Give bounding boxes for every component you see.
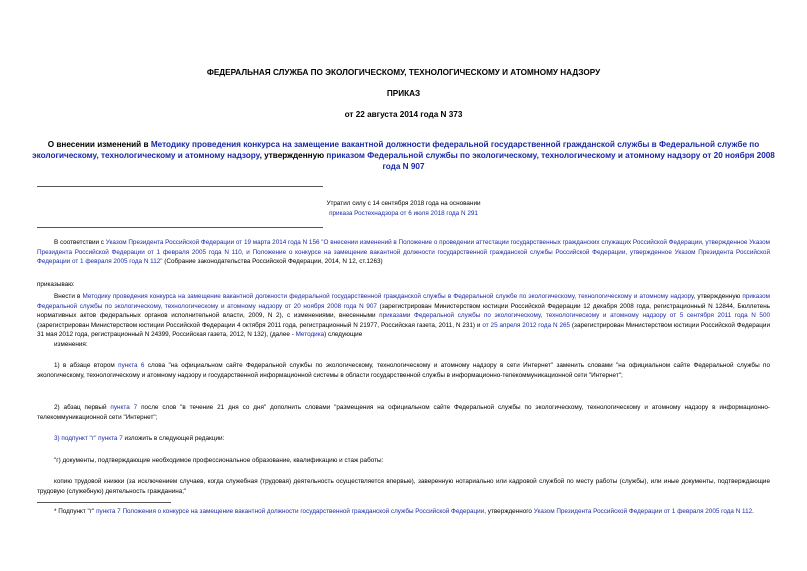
- link-order-500[interactable]: приказами Федеральной службы по экологическому, технологическому и атомному надзору от 5 сентября 2011 года N 500: [379, 312, 770, 320]
- doc-type: ПРИКАЗ: [386, 89, 421, 98]
- title-link-methodology[interactable]: Методику проведения конкурса на замещение вакантной должности федеральной государственной гражданской службы в Федеральной службе по экологическому, технологическому и атомному надзору: [32, 140, 760, 160]
- link-subitem-g-7[interactable]: подпункт "г" пункта 7: [61, 435, 123, 442]
- link-methodology[interactable]: Методику проведения конкурса на замещение вакантной должности федеральной государственной гражданской службы в Федеральной службе по экологическому, технологическому и атомному надзору: [82, 293, 694, 300]
- p5-text-a: 2) абзац первый: [54, 404, 111, 411]
- divider-bottom: [37, 227, 323, 228]
- footnote-text-e: .: [752, 508, 754, 515]
- divider-top: [37, 186, 323, 187]
- p5-text-c: после слов "в течение 21 дня со дня" дополнить словами "размещения на официальном сайте Федеральной службы по экологическому, технологическому и атомному надзору в информационно-телекоммуникационной сети "Интернет";: [37, 404, 770, 421]
- link-decree-156-title[interactable]: "О внесении изменений в Положение о проведении аттестации государственных гражданских служащих Российской Федерации, утвержденное Указом Президента Российской Федерации от 1 февраля 2005 года N 110, и Положение о конкурсе на замещение вакантной должности государственной гражданской службы Российской Федерации, утвержденное Указом Президента Российской Федерации от 1 февраля 2005 года N 112": [37, 239, 771, 266]
- paragraph-preamble: [37, 238, 770, 267]
- link-methodology-short[interactable]: Методика: [295, 331, 325, 339]
- footnote: [37, 507, 770, 517]
- p3-text-changes: изменения:: [54, 340, 88, 348]
- paragraph-item-3: [37, 434, 770, 444]
- paragraph-item-2: [37, 403, 770, 422]
- link-order-265[interactable]: от 25 апреля 2012 года N 265: [482, 321, 571, 329]
- p3-text-g: (зарегистрирован Министерством юстиции Российской Федерации 4 октября 2011 года, регистрационный N 21977, Российская газета, 2011, N 231) и: [37, 321, 483, 329]
- paragraph-amend-intro: [37, 292, 770, 350]
- p6-text-a: 3): [54, 435, 62, 442]
- p3-text-e: (зарегистрирован Министерством юстиции Российской Федерации 12 декабря 2008 года, регистрационный N 12844, Бюллетень нормативных актов федеральных органов исполнительной власти, 2009, N 2), с изменениями, внесенными: [37, 302, 770, 320]
- p3-text-c: , утвержденную: [693, 293, 743, 300]
- footnote-divider: [37, 502, 171, 503]
- p4-text-a: 1) в абзаце втором: [54, 362, 119, 369]
- paragraph-work-book: копию трудовой книжки (за исключением случаев, когда служебная (трудовая) деятельность осуществляется впервые), заверенную нотариально или кадровой службой по месту работы (службы), или иные документы, подтверждающие трудовую (служебную) деятельность гражданина;": [37, 478, 770, 495]
- title-link-order-907[interactable]: приказом Федеральной службы по экологическому, технологическому и атомному надзору от 20 ноября 2008 года N 907: [326, 150, 775, 171]
- void-note-line1: Утратил силу с 14 сентября 2018 года на основании: [326, 200, 481, 207]
- p3-text-i: (зарегистрирован Министерством юстиции Российской Федерации 31 мая 2012 года, регистрационный N 24399, Российская газета, 2012, N 132), (далее -: [37, 321, 770, 339]
- paragraph-order: приказываю:: [37, 281, 75, 288]
- link-decree-156[interactable]: Указом Президента Российской Федерации от 19 марта 2014 года N 156: [105, 239, 320, 246]
- title-text-1: О внесении изменений в: [47, 140, 151, 149]
- paragraph-quote-g: "г) документы, подтверждающие необходимое профессиональное образование, квалификацию и стаж работы:: [54, 457, 384, 464]
- title-text-2: , утвержденную: [259, 150, 327, 160]
- footnote-text-a: * Подпункт "г": [54, 508, 97, 515]
- doc-title: [30, 140, 777, 172]
- link-regulation-item-7[interactable]: пункта 7 Положения о конкурсе на замещение вакантной должности государственной гражданской службы Российской Федерации: [96, 508, 485, 515]
- doc-date-number: от 22 августа 2014 года N 373: [344, 110, 463, 119]
- link-item-6[interactable]: пункта 6: [118, 362, 145, 369]
- paragraph-item-1: [37, 361, 770, 380]
- p6-text-c: изложить в следующей редакции:: [122, 435, 225, 442]
- p3-text-a: Внести в: [54, 293, 83, 300]
- void-note: [180, 199, 627, 218]
- p1-text-a: В соответствии с: [54, 239, 106, 246]
- link-item-7[interactable]: пункта 7: [110, 404, 138, 411]
- link-order-907[interactable]: приказом Федеральной службы по экологическому, технологическому и атомному надзору от 20 ноября 2008 года N 907: [37, 293, 770, 310]
- link-decree-112[interactable]: Указом Президента Российской Федерации от 1 февраля 2005 года N 112: [533, 508, 753, 515]
- agency-title: ФЕДЕРАЛЬНАЯ СЛУЖБА ПО ЭКОЛОГИЧЕСКОМУ, ТЕХНОЛОГИЧЕСКОМУ И АТОМНОМУ НАДЗОРУ: [206, 68, 601, 77]
- p3-text-k: ) следующие: [324, 331, 363, 339]
- p4-text-c: слова "на официальном сайте Федеральной службы по экологическому, технологическому и атомному надзору в сети Интернет" заменить словами "на официальном сайте Федеральной службы по экологическому, технологическому и атомному надзору и государственной информационной системы в области государственной службы в информационно-телекоммуникационной сети "Интернет";: [37, 362, 770, 379]
- void-note-link[interactable]: приказа Ростехнадзора от 6 июля 2018 года N 291: [329, 209, 478, 217]
- p1-text-d: (Собрание законодательства Российской Федерации, 2014, N 12, ст.1263): [162, 258, 383, 266]
- footnote-text-c: , утвержденного: [484, 508, 534, 515]
